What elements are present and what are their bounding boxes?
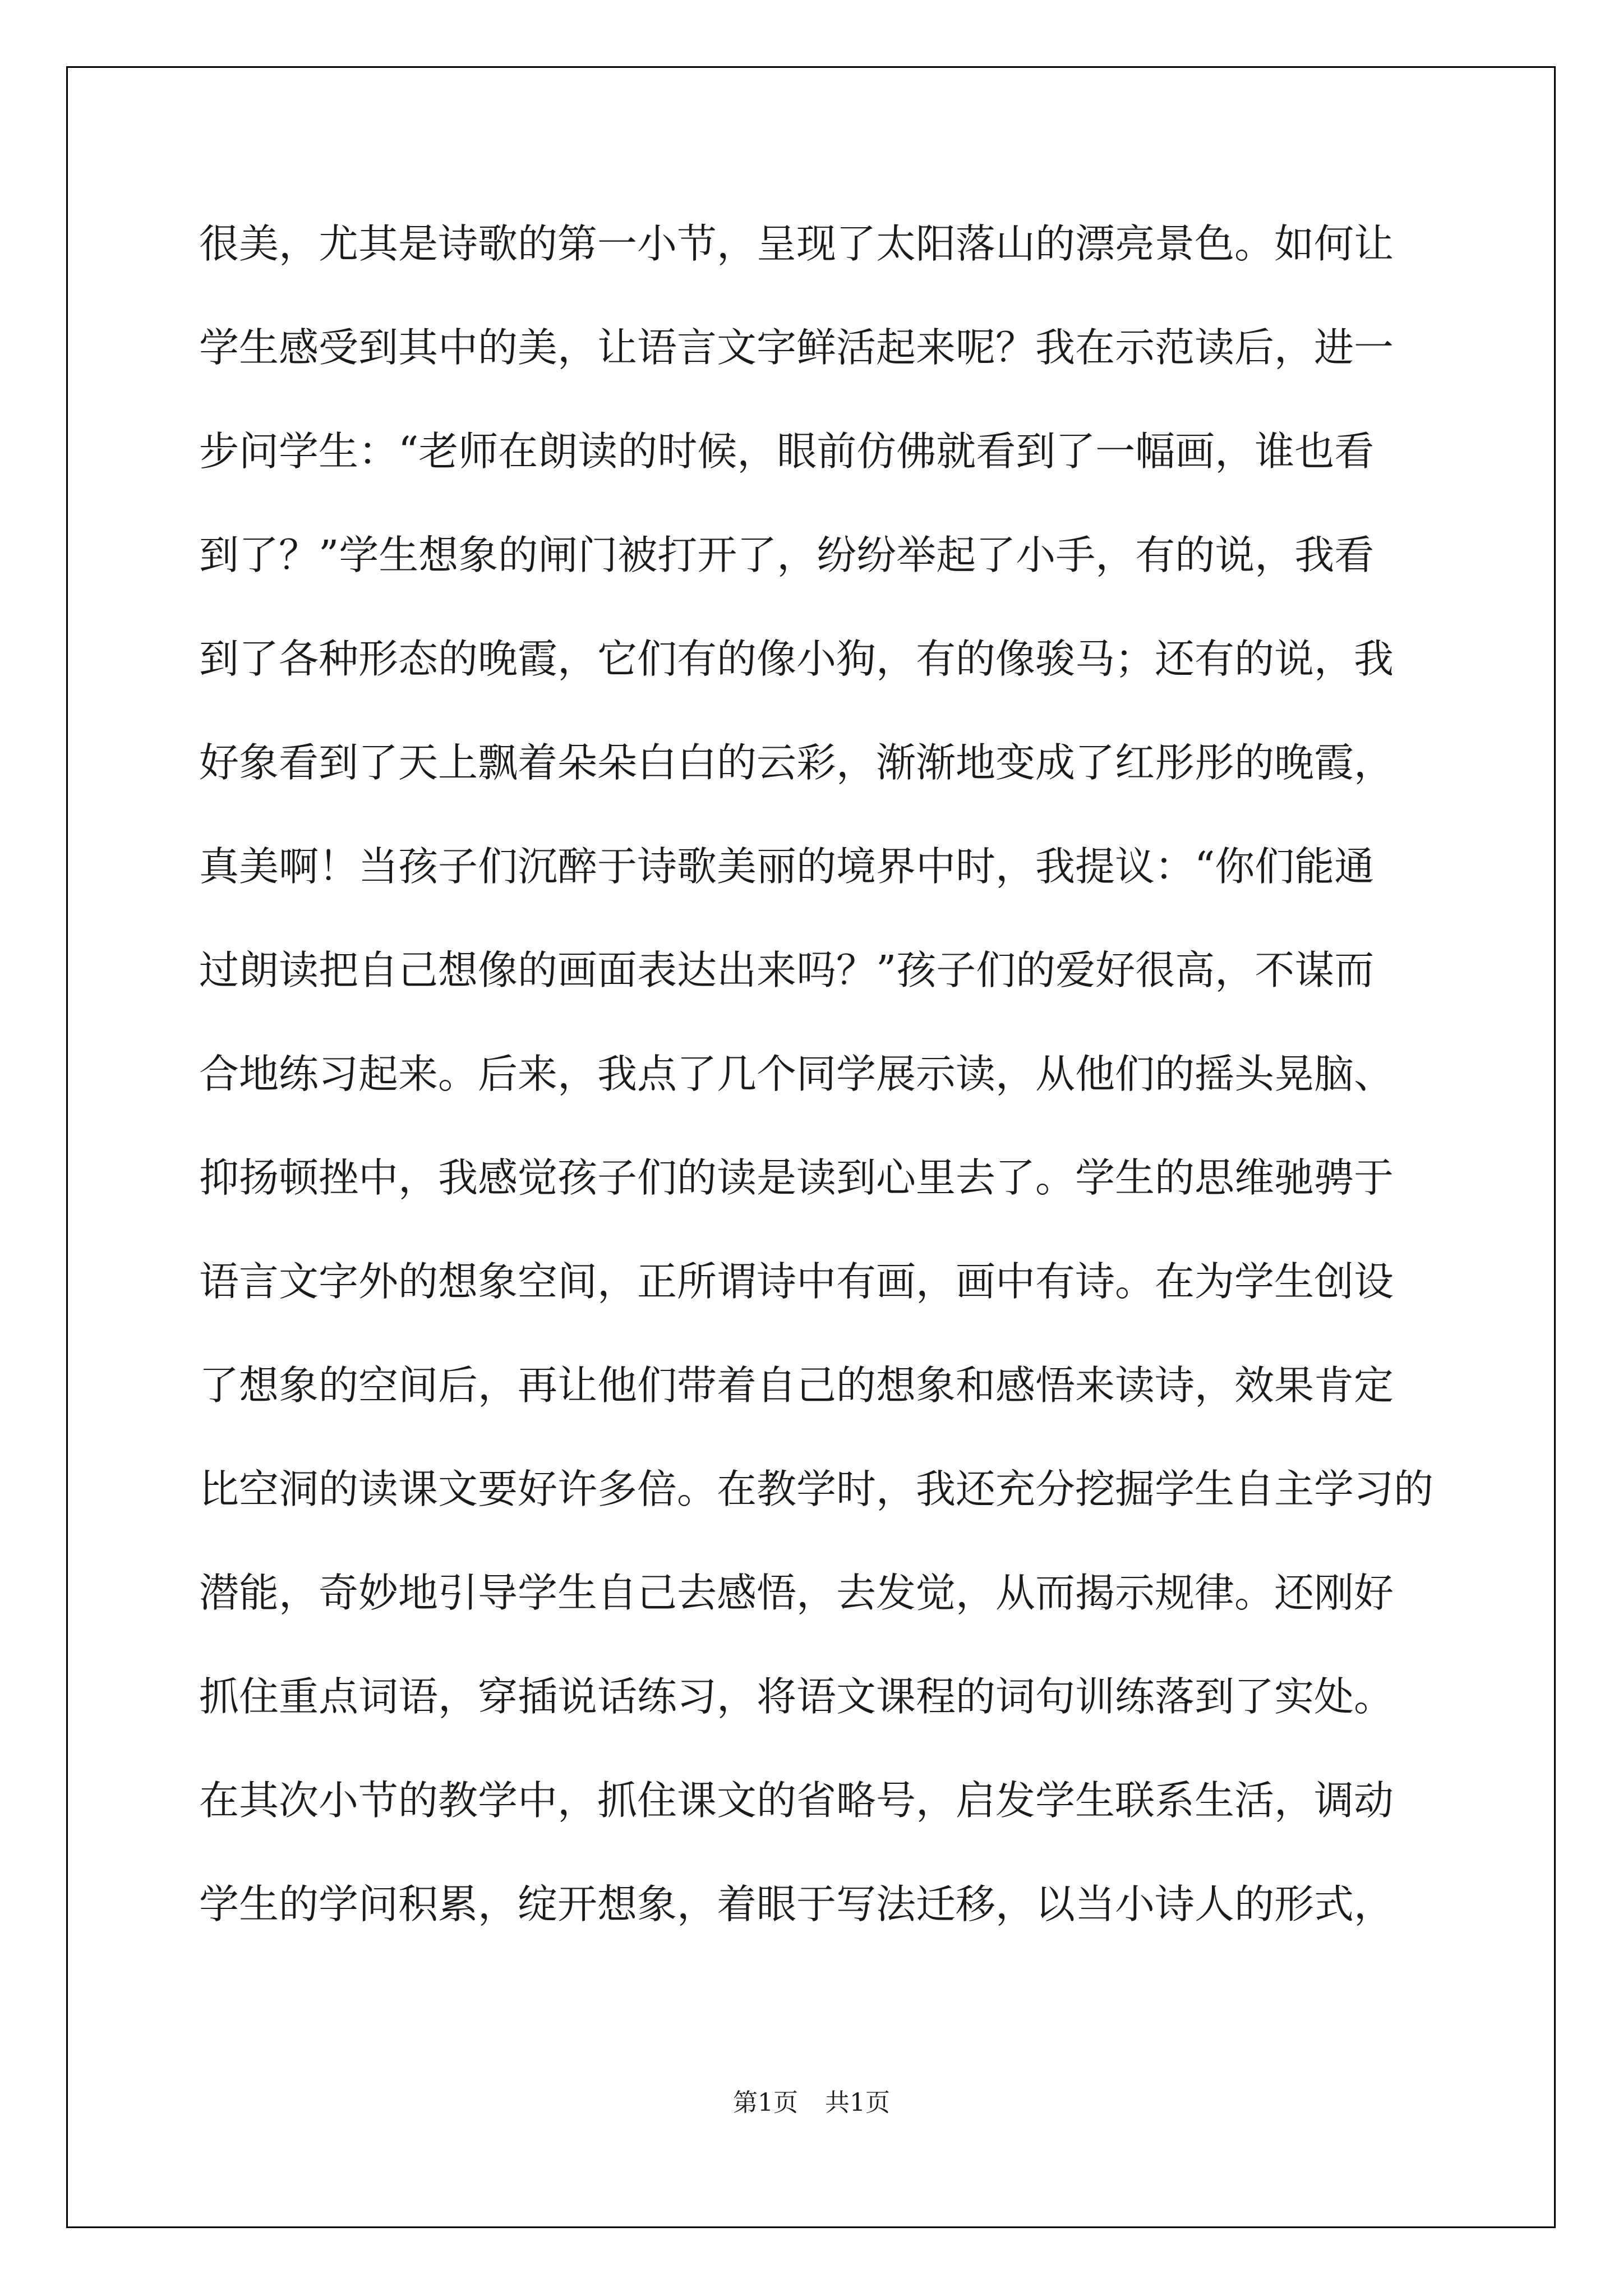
text-line: 潜能，奇妙地引导学生自己去感悟，去发觉，从而揭示规律。还刚好	[199, 1570, 1394, 1616]
text-line: 合地练习起来。后来，我点了几个同学展示读，从他们的摇头晃脑、	[199, 1051, 1394, 1097]
text-line: 学生感受到其中的美，让语言文字鲜活起来呢？我在示范读后，进一	[199, 324, 1394, 371]
page-number: 第1页	[733, 2088, 798, 2117]
text-line: 在其次小节的教学中，抓住课文的省略号，启发学生联系生活，调动	[199, 1777, 1394, 1824]
body-text	[199, 216, 1433, 1980]
text-line: 到了各种形态的晚霞，它们有的像小狗，有的像骏马；还有的说，我	[199, 636, 1394, 682]
text-line: 很美，尤其是诗歌的第一小节，呈现了太阳落山的漂亮景色。如何让	[199, 220, 1394, 267]
text-line: 学生的学问积累，绽开想象，着眼于写法迁移，以当小诗人的形式，	[199, 1881, 1394, 1927]
text-line: 好象看到了天上飘着朵朵白白的云彩，渐渐地变成了红彤彤的晚霞，	[199, 739, 1394, 786]
text-line: 真美啊！当孩子们沉醉于诗歌美丽的境界中时，我提议：“你们能通	[199, 843, 1375, 890]
text-line: 比空洞的读课文要好许多倍。在教学时，我还充分挖掘学生自主学习的	[199, 1466, 1434, 1512]
text-line: 到了？”学生想象的闸门被打开了，纷纷举起了小手，有的说，我看	[199, 532, 1375, 578]
page-total: 共1页	[825, 2088, 890, 2117]
page-footer	[0, 2082, 1623, 2118]
text-line: 语言文字外的想象空间，正所谓诗中有画，画中有诗。在为学生创设	[199, 1258, 1394, 1305]
text-line: 步问学生：“老师在朗读的时候，眼前仿佛就看到了一幅画，谁也看	[199, 428, 1375, 475]
text-line: 了想象的空间后，再让他们带着自己的想象和感悟来读诗，效果肯定	[199, 1362, 1394, 1409]
text-line: 过朗读把自己想像的画面表达出来吗？”孩子们的爱好很高，不谋而	[199, 947, 1375, 993]
text-line: 抓住重点词语，穿插说话练习，将语文课程的词句训练落到了实处。	[199, 1673, 1394, 1720]
text-line: 抑扬顿挫中，我感觉孩子们的读是读到心里去了。学生的思维驰骋于	[199, 1154, 1394, 1201]
